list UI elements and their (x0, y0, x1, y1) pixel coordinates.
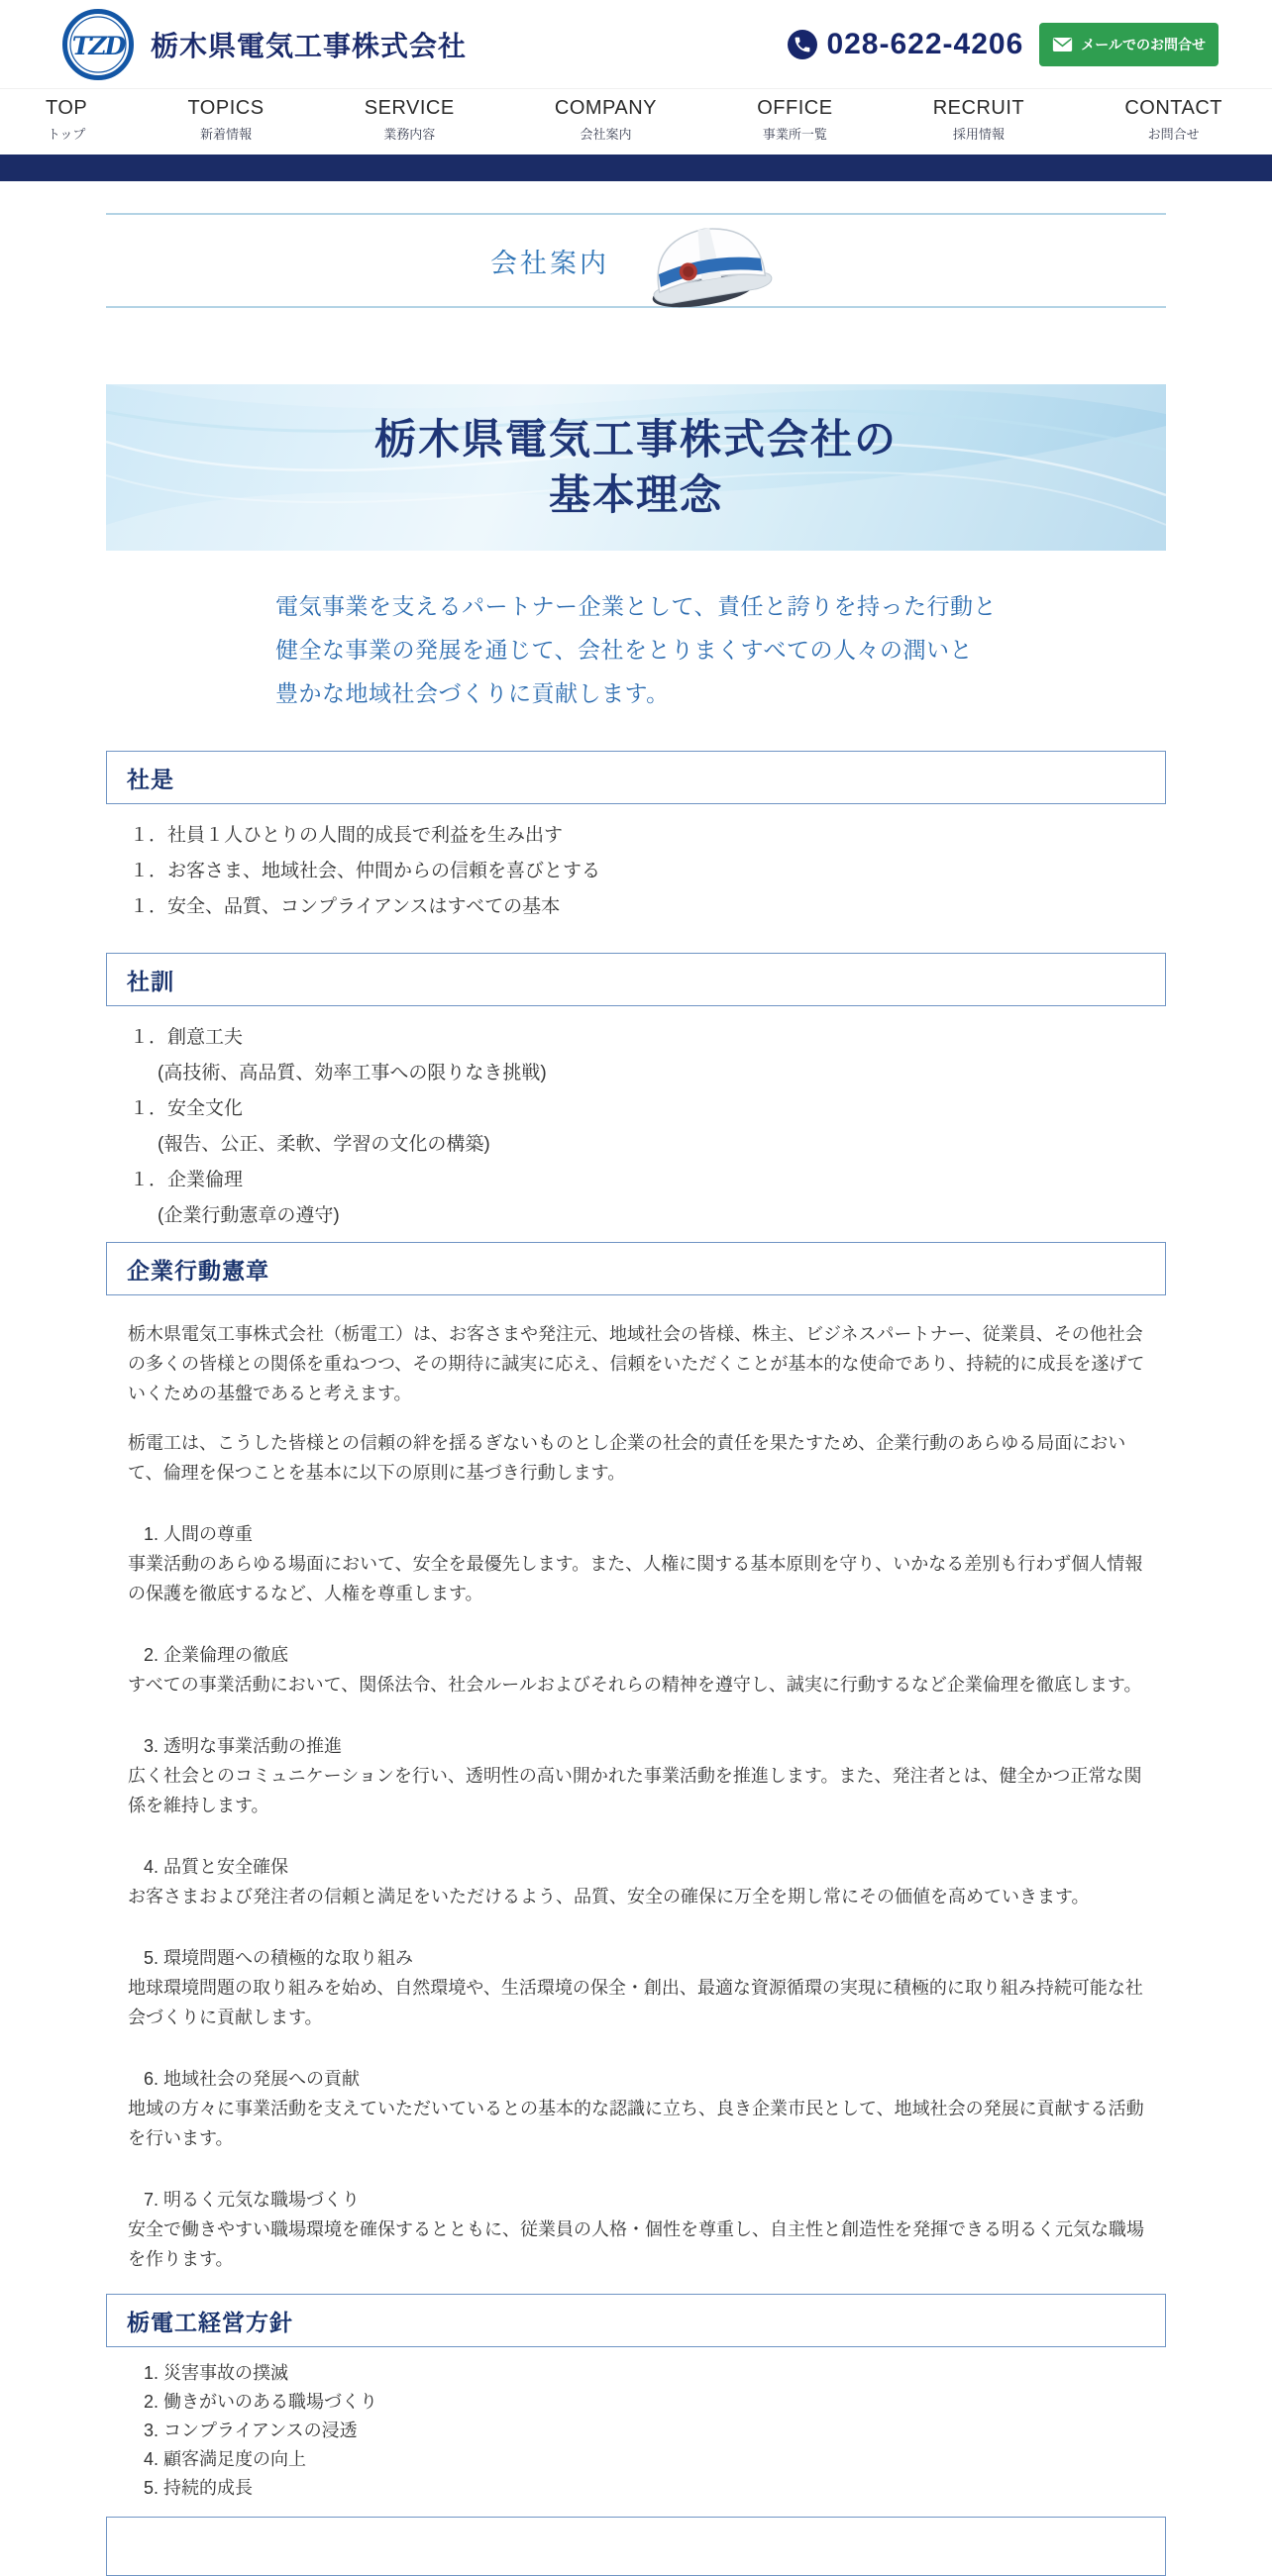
principle-heading: 4. 品質と安全確保 (144, 1857, 289, 1877)
shaze-list (106, 818, 1166, 925)
list-item: 2. 働きがいのある職場づくり (144, 2392, 378, 2412)
company-logo-icon[interactable] (61, 8, 135, 81)
principle-body: 安全で働きやすい職場環境を確保するとともに、従業員の人格・個性を尊重し、自主性と創造性を発揮できる明るく元気な職場を作ります。 (128, 2219, 1144, 2269)
list-item: 3. コンプライアンスの浸透 (144, 2421, 358, 2440)
principle-body: 地球環境問題の取り組みを始め、自然環境や、生活環境の保全・創出、最適な資源循環の実現に積極的に取り組み持続可能な社会づくりに貢献します。 (128, 1978, 1143, 2027)
section-title-shakun: 社訓 (127, 968, 174, 994)
nav-label-en: RECRUIT (932, 97, 1025, 119)
charter-principle (128, 2064, 1156, 2153)
main-content (106, 213, 1166, 2576)
nav-item-top[interactable] (46, 97, 87, 150)
nav-item-topics[interactable] (187, 97, 264, 150)
philosophy-statement (275, 584, 997, 715)
section-box-shaze (106, 751, 1166, 804)
nav-label-ja: お問合せ (1147, 127, 1200, 142)
list-item: １．創意工夫 (130, 1027, 244, 1048)
charter-principle (128, 2185, 1156, 2274)
header-contact-area (788, 23, 1219, 66)
phone-icon (788, 30, 817, 59)
list-item: １．安全、品質、コンプライアンスはすべての基本 (130, 896, 561, 917)
section-box-policy (106, 2294, 1166, 2347)
nav-label-en: COMPANY (554, 97, 658, 119)
charter-intro-paragraph: 栃木県電気工事株式会社（栃電工）は、お客さまや発注元、地域社会の皆様、株主、ビジネスパートナー、従業員、その他社会の多くの皆様との関係を重ねつつ、その期待に誠実に応え、信頼をいただくことが基本的な使命であり、持続的に成長を遂げていくための基盤であると考えます。 (128, 1324, 1145, 1403)
nav-item-company[interactable] (555, 97, 657, 150)
principle-heading: 1. 人間の尊重 (144, 1524, 254, 1544)
section-title-shaze: 社是 (127, 766, 174, 792)
envelope-icon (1052, 37, 1073, 52)
hero-title (374, 412, 898, 523)
site-header (0, 0, 1272, 89)
nav-item-recruit[interactable] (933, 97, 1024, 150)
logo-monogram: TZD (71, 31, 125, 60)
mail-button-label: メールでのお問合せ (1081, 36, 1206, 52)
principle-body: 事業活動のあらゆる場面において、安全を最優先します。また、人権に関する基本原則を守り、いかなる差別も行わず個人情報の保護を徹底するなど、人権を尊重します。 (128, 1554, 1143, 1603)
nav-label-ja: 新着情報 (199, 127, 252, 142)
hero-banner (106, 384, 1166, 551)
list-item-note: (高技術、高品質、効率工事への限りなき挑戦) (158, 1063, 547, 1083)
section-title-charter: 企業行動憲章 (127, 1257, 269, 1284)
nav-label-ja: 事業所一覧 (762, 127, 827, 142)
principle-heading: 2. 企業倫理の徹底 (144, 1645, 289, 1665)
nav-label-en: TOP (46, 97, 88, 119)
principle-heading: 6. 地域社会の発展への貢献 (144, 2069, 361, 2089)
nav-item-service[interactable] (365, 97, 455, 150)
list-item: 4. 顧客満足度の向上 (144, 2449, 307, 2469)
charter-principle (128, 1852, 1156, 1911)
list-item: 5. 持続的成長 (144, 2478, 254, 2498)
list-item: １．お客さま、地域社会、仲間からの信頼を喜びとする (130, 861, 601, 881)
nav-label-ja: 業務内容 (383, 127, 436, 142)
nav-label-en: OFFICE (757, 97, 833, 119)
section-title-policy: 栃電工経営方針 (127, 2309, 293, 2335)
philosophy-line: 電気事業を支えるパートナー企業として、責任と誇りを持った行動と (274, 593, 998, 619)
list-item: １．企業倫理 (130, 1170, 244, 1190)
charter-principle (128, 1731, 1156, 1820)
hero-title-line2: 基本理念 (548, 471, 723, 518)
nav-accent-bar (0, 155, 1272, 181)
charter-intro-paragraph: 栃電工は、こうした皆様との信頼の絆を揺るぎないものとし企業の社会的責任を果たすため、企業行動のあらゆる局面において、倫理を保つことを基本に以下の原則に基づき行動します。 (128, 1433, 1126, 1483)
philosophy-line: 豊かな地域社会づくりに貢献します。 (274, 680, 670, 706)
phone-number: 028-622-4206 (826, 27, 1024, 60)
section-box-charter (106, 1242, 1166, 1295)
principle-body: 地域の方々に事業活動を支えていただいているとの基本的な認識に立ち、良き企業市民として、地域社会の発展に貢献する活動を行います。 (128, 2099, 1144, 2148)
nav-label-en: TOPICS (187, 97, 265, 119)
nav-label-ja: トップ (47, 127, 86, 142)
nav-item-office[interactable] (757, 97, 832, 150)
next-section-box-partial (106, 2517, 1166, 2576)
hero-title-line1: 栃木県電気工事株式会社の (373, 416, 898, 463)
company-name[interactable]: 栃木県電気工事株式会社 (151, 30, 468, 61)
shakun-list (106, 1020, 1166, 1234)
list-item-note: (企業行動憲章の遵守) (158, 1205, 340, 1226)
list-item-note: (報告、公正、柔軟、学習の文化の構築) (158, 1134, 490, 1155)
phone-link[interactable] (788, 28, 1023, 61)
principle-body: 広く社会とのコミュニケーションを行い、透明性の高い開かれた事業活動を推進します。また、発注者とは、健全かつ正常な関係を維持します。 (128, 1766, 1142, 1815)
list-item: １．安全文化 (130, 1098, 244, 1119)
philosophy-line: 健全な事業の発展を通じて、会社をとりまくすべての人々の潤いと (274, 637, 974, 663)
list-item: 1. 災害事故の撲滅 (144, 2363, 289, 2383)
principle-heading: 3. 透明な事業活動の推進 (144, 1736, 343, 1756)
principle-heading: 5. 環境問題への積極的な取り組み (144, 1948, 414, 1968)
nav-label-ja: 会社案内 (580, 127, 632, 142)
page-title-block (106, 213, 1166, 308)
principle-body: お客さまおよび発注者の信頼と満足をいただけるよう、品質、安全の確保に万全を期し常にその価値を高めていきます。 (128, 1887, 1090, 1906)
safety-helmet-image (635, 203, 782, 314)
charter-principle (128, 1943, 1156, 2032)
nav-label-en: CONTACT (1124, 97, 1222, 119)
mail-contact-button[interactable] (1039, 23, 1219, 66)
policy-list (106, 2359, 1166, 2503)
page-title: 会社案内 (490, 248, 609, 278)
list-item: １．社員１人ひとりの人間的成長で利益を生み出す (130, 825, 564, 846)
nav-label-ja: 採用情報 (952, 127, 1005, 142)
charter-principle (128, 1519, 1156, 1608)
principle-heading: 7. 明るく元気な職場づくり (144, 2190, 361, 2210)
principle-body: すべての事業活動において、関係法令、社会ルールおよびそれらの精神を遵守し、誠実に行動するなど企業倫理を徹底します。 (128, 1675, 1142, 1695)
main-nav (0, 89, 1272, 150)
nav-label-en: SERVICE (364, 97, 455, 119)
nav-item-contact[interactable] (1124, 97, 1222, 150)
section-box-shakun (106, 953, 1166, 1006)
charter-principle (128, 1640, 1156, 1700)
charter-body (106, 1319, 1166, 2274)
